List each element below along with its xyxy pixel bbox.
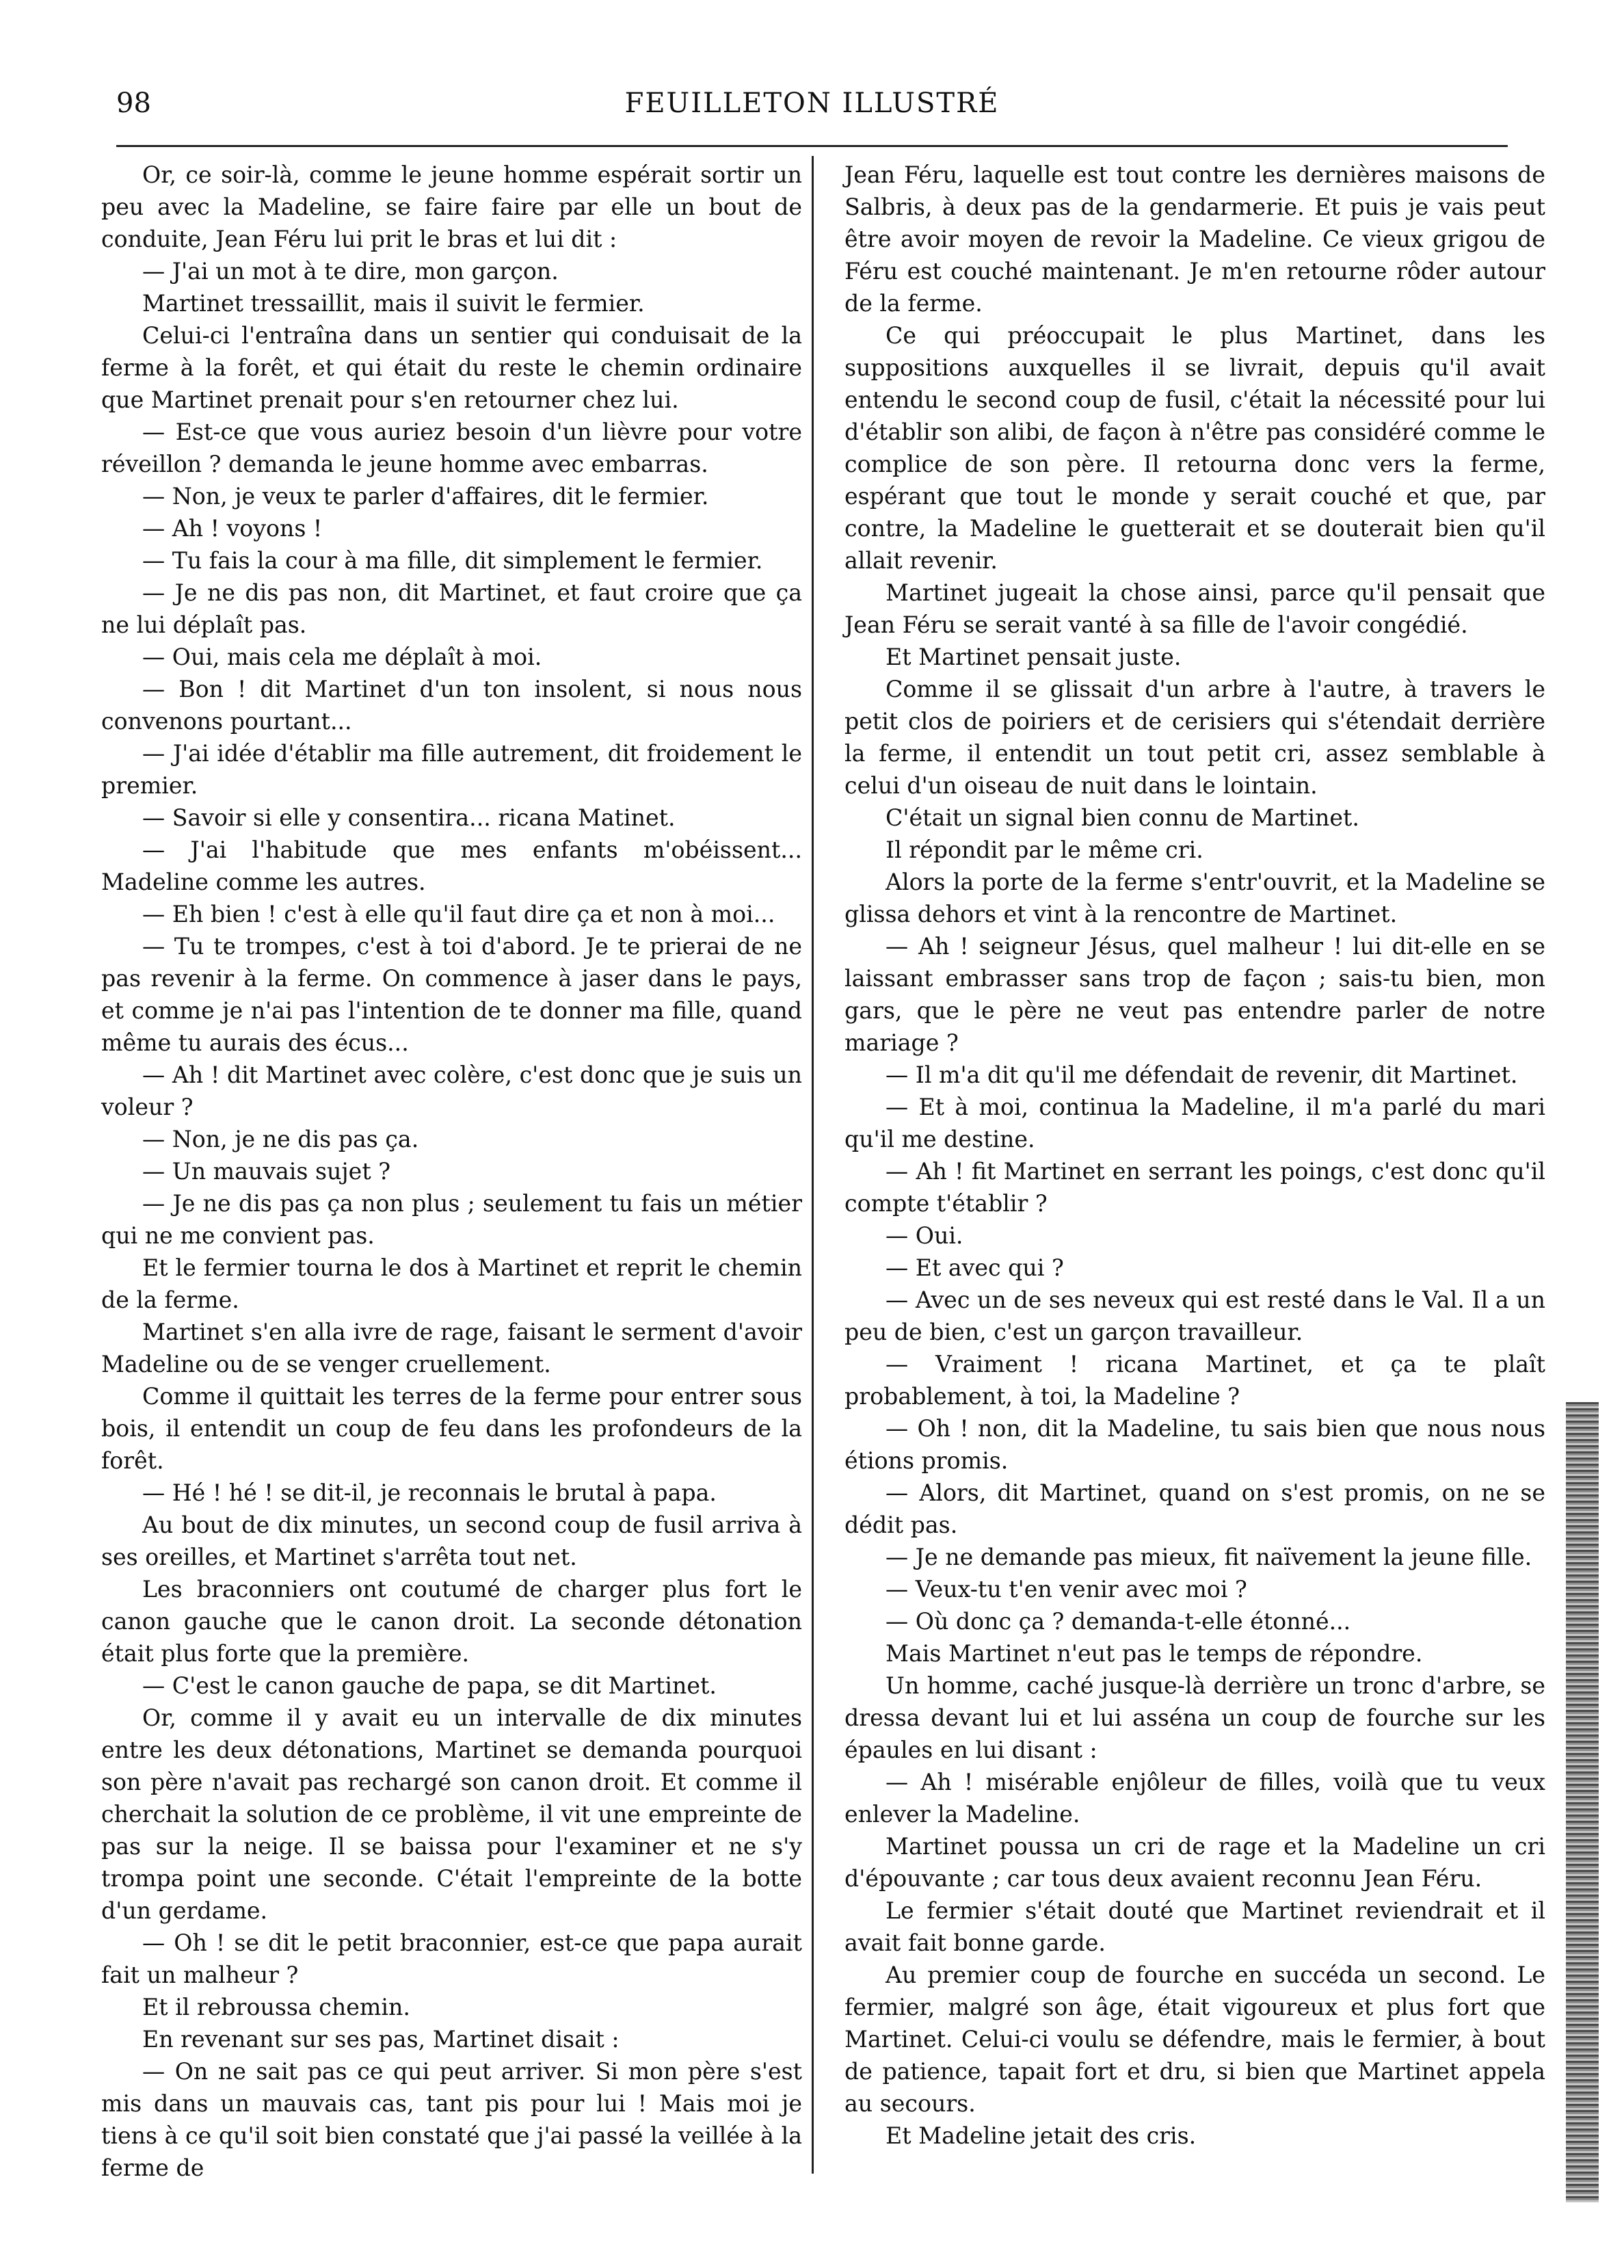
paragraph: — Ah ! misérable enjôleur de filles, voilà que tu veux enlever la Madeline. xyxy=(844,1769,1545,1828)
paragraph: Et le fermier tourna le dos à Martinet et reprit le chemin de la ferme. xyxy=(101,1254,802,1313)
paragraph: Jean Féru, laquelle est tout contre les dernières maisons de Salbris, à deux pas de la gendarmerie. Et puis je vais peut être avoir moyen de revoir la Madeline. Ce vieux grigou de Féru est couché maintenant. Je m'en retourne rôder autour de la ferme. xyxy=(844,161,1545,317)
paragraph: — Savoir si elle y consentira... ricana Matinet. xyxy=(142,804,676,831)
paragraph: — Je ne dis pas ça non plus ; seulement tu fais un métier qui ne me convient pas. xyxy=(101,1190,802,1249)
paragraph: Au bout de dix minutes, un second coup de fusil arriva à ses oreilles, et Martinet s'arrêta tout net. xyxy=(101,1512,802,1570)
paragraph: — Un mauvais sujet ? xyxy=(142,1158,391,1185)
paragraph: — Ah ! fit Martinet en serrant les poings, c'est donc qu'il compte t'établir ? xyxy=(844,1158,1545,1217)
paragraph: Martinet s'en alla ivre de rage, faisant le serment d'avoir Madeline ou de se venger cruellement. xyxy=(101,1319,802,1377)
paragraph: — Bon ! dit Martinet d'un ton insolent, si nous nous convenons pourtant... xyxy=(101,676,802,735)
paragraph: Or, comme il y avait eu un intervalle de dix minutes entre les deux détonations, Martinet se demanda pourquoi son père n'avait pas rechargé son canon droit. Et comme il cherchait la solution de ce problème, il vit une empreinte de pas sur la neige. Il se baissa pour l'examiner et ne s'y trompa point une seconde. C'était l'empreinte de la botte d'un gerdame. xyxy=(101,1704,802,1924)
paragraph: — Je ne dis pas non, dit Martinet, et faut croire que ça ne lui déplaît pas. xyxy=(101,579,802,638)
paragraph: Comme il quittait les terres de la ferme pour entrer sous bois, il entendit un coup de feu dans les profondeurs de la forêt. xyxy=(101,1383,802,1474)
paragraph: — Oh ! se dit le petit braconnier, est-ce que papa aurait fait un malheur ? xyxy=(101,1929,802,1988)
paragraph: En revenant sur ses pas, Martinet disait : xyxy=(142,2026,620,2053)
paragraph: — Non, je ne dis pas ça. xyxy=(142,1126,419,1152)
paragraph: — Je ne demande pas mieux, fit naïvement la jeune fille. xyxy=(886,1544,1532,1570)
running-title: FEUILLETON ILLUSTRÉ xyxy=(624,88,1000,119)
paragraph: — Alors, dit Martinet, quand on s'est promis, on ne se dédit pas. xyxy=(844,1479,1545,1538)
right-column xyxy=(844,159,1545,2152)
page-number: 98 xyxy=(116,88,151,119)
paragraph: Les braconniers ont coutumé de charger plus fort le canon gauche que le canon droit. La seconde détonation était plus forte que la première. xyxy=(101,1576,802,1667)
paragraph: Or, ce soir-là, comme le jeune homme espérait sortir un peu avec la Madeline, se faire faire par elle un bout de conduite, Jean Féru lui prit le bras et lui dit : xyxy=(101,161,802,252)
paragraph: — J'ai un mot à te dire, mon garçon. xyxy=(142,258,559,285)
paragraph: — Il m'a dit qu'il me défendait de revenir, dit Martinet. xyxy=(886,1062,1518,1088)
paragraph: Martinet jugeait la chose ainsi, parce qu'il pensait que Jean Féru se serait vanté à sa fille de l'avoir congédié. xyxy=(844,579,1545,638)
paragraph: — Eh bien ! c'est à elle qu'il faut dire ça et non à moi... xyxy=(142,901,775,927)
paragraph: Martinet tressaillit, mais il suivit le fermier. xyxy=(142,290,645,317)
paragraph: Et il rebroussa chemin. xyxy=(142,1994,410,2020)
paragraph: — Où donc ça ? demanda-t-elle étonné... xyxy=(886,1608,1351,1635)
paragraph: — Non, je veux te parler d'affaires, dit le fermier. xyxy=(142,483,709,510)
paragraph: — Est-ce que vous auriez besoin d'un lièvre pour votre réveillon ? demanda le jeune homme avec embarras. xyxy=(101,419,802,477)
paragraph: — J'ai idée d'établir ma fille autrement, dit froidement le premier. xyxy=(101,740,802,799)
paragraph: — Ah ! voyons ! xyxy=(142,515,323,542)
paragraph: — Veux-tu t'en venir avec moi ? xyxy=(886,1576,1247,1603)
paragraph: Martinet poussa un cri de rage et la Madeline un cri d'épouvante ; car tous deux avaient reconnu Jean Féru. xyxy=(844,1833,1545,1892)
paragraph: Et Madeline jetait des cris. xyxy=(886,2122,1197,2149)
paragraph: Ce qui préoccupait le plus Martinet, dans les suppositions auxquelles il se livrait, depuis qu'il avait entendu le second coup de fusil, c'était la nécessité pour lui d'établir son alibi, de façon à n'être pas considéré comme le complice de son père. Il retourna donc vers la ferme, espérant que tout le monde y serait couché et que, par contre, la Madeline le guetterait et se douterait bien qu'il allait revenir. xyxy=(844,322,1545,574)
paragraph: — Vraiment ! ricana Martinet, et ça te plaît probablement, à toi, la Madeline ? xyxy=(844,1351,1545,1410)
paragraph: Un homme, caché jusque-là derrière un tronc d'arbre, se dressa devant lui et lui asséna un coup de fourche sur les épaules en lui disant : xyxy=(844,1672,1545,1763)
paragraph: — Hé ! hé ! se dit-il, je reconnais le brutal à papa. xyxy=(142,1479,717,1506)
paragraph: — Oui. xyxy=(886,1222,963,1249)
paragraph: — On ne sait pas ce qui peut arriver. Si mon père s'est mis dans un mauvais cas, tant pis pour lui ! Mais moi je tiens à ce qu'il soit bien constaté que j'ai passé la veillée à la ferme de xyxy=(101,2058,802,2181)
column-divider xyxy=(812,156,814,2174)
paragraph: — Et avec qui ? xyxy=(886,1254,1064,1281)
paragraph: Comme il se glissait d'un arbre à l'autre, à travers le petit clos de poiriers et de cerisiers qui s'étendait derrière la ferme, il entendit un tout petit cri, assez semblable à celui d'un oiseau de nuit dans le lointain. xyxy=(844,676,1545,799)
paragraph: — Et à moi, continua la Madeline, il m'a parlé du mari qu'il me destine. xyxy=(844,1094,1545,1152)
paragraph: Le fermier s'était douté que Martinet reviendrait et il avait fait bonne garde. xyxy=(844,1897,1545,1956)
paragraph: — J'ai l'habitude que mes enfants m'obéissent... Madeline comme les autres. xyxy=(101,836,802,895)
paragraph: — Oui, mais cela me déplaît à moi. xyxy=(142,644,542,670)
page-header xyxy=(116,88,1508,129)
paragraph: Alors la porte de la ferme s'entr'ouvrit, et la Madeline se glissa dehors et vint à la rencontre de Martinet. xyxy=(844,869,1545,927)
paragraph: Et Martinet pensait juste. xyxy=(886,644,1182,670)
paragraph: — Tu te trompes, c'est à toi d'abord. Je te prierai de ne pas revenir à la ferme. On commence à jaser dans le pays, et comme je n'ai pas l'intention de te donner ma fille, quand même tu aurais des écus... xyxy=(101,933,802,1056)
paragraph: — Oh ! non, dit la Madeline, tu sais bien que nous nous étions promis. xyxy=(844,1415,1545,1474)
left-column xyxy=(101,159,802,2184)
paragraph: Au premier coup de fourche en succéda un second. Le fermier, malgré son âge, était vigoureux et plus fort que Martinet. Celui-ci voulu se défendre, mais le fermier, à bout de patience, tapait fort et dru, si bien que Martinet appela au secours. xyxy=(844,1962,1545,2117)
paragraph: C'était un signal bien connu de Martinet. xyxy=(886,804,1359,831)
paragraph: — Tu fais la cour à ma fille, dit simplement le fermier. xyxy=(142,547,763,574)
page-edge-scan-artifact xyxy=(1566,1402,1599,2202)
paragraph: — C'est le canon gauche de papa, se dit Martinet. xyxy=(142,1672,717,1699)
paragraph: Il répondit par le même cri. xyxy=(886,836,1203,863)
paragraph: — Avec un de ses neveux qui est resté dans le Val. Il a un peu de bien, c'est un garçon travailleur. xyxy=(844,1287,1545,1345)
paragraph: — Ah ! dit Martinet avec colère, c'est donc que je suis un voleur ? xyxy=(101,1062,802,1120)
paragraph: Celui-ci l'entraîna dans un sentier qui conduisait de la ferme à la forêt, et qui était du reste le chemin ordinaire que Martinet prenait pour s'en retourner chez lui. xyxy=(101,322,802,413)
paragraph: Mais Martinet n'eut pas le temps de répondre. xyxy=(886,1640,1423,1667)
paragraph: — Ah ! seigneur Jésus, quel malheur ! lui dit-elle en se laissant embrasser sans trop de façon ; sais-tu bien, mon gars, que le père ne veut pas entendre parler de notre mariage ? xyxy=(844,933,1545,1056)
header-rule xyxy=(116,145,1508,147)
